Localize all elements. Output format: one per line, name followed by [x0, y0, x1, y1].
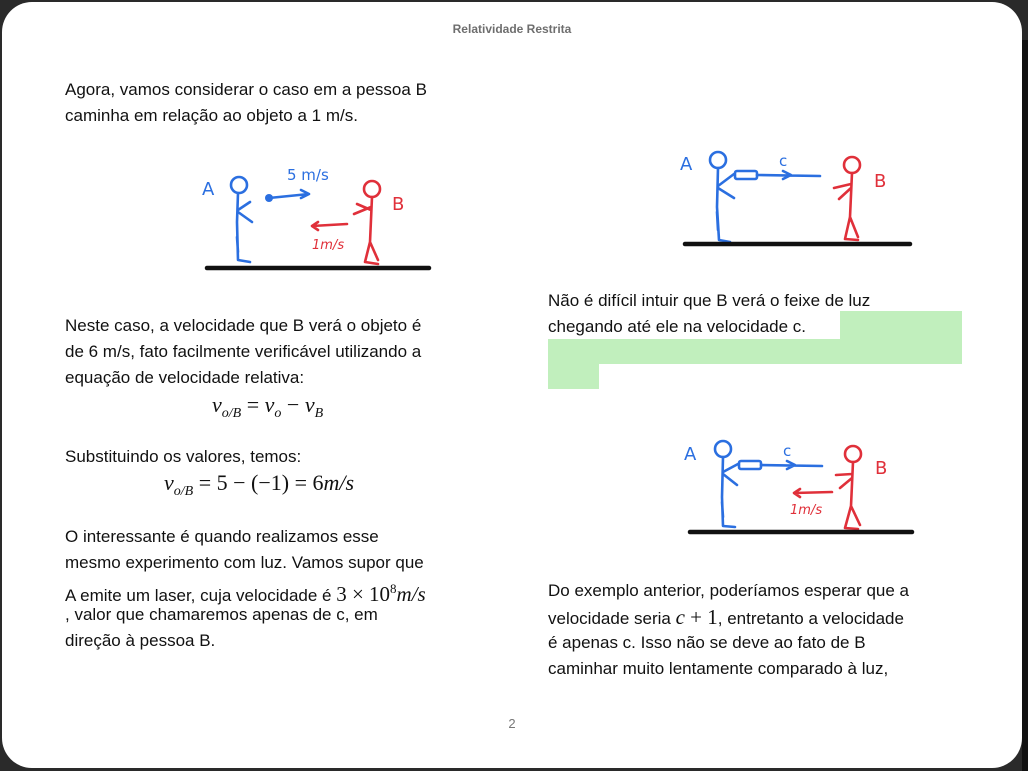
person-a-head	[231, 177, 247, 193]
speed-of-light-value: $3 \times 10^8m/s$	[336, 581, 426, 606]
para4-line-1: O interessante é quando realizamos esse	[65, 527, 379, 546]
person-a-body	[717, 168, 734, 242]
right-para1-line-2: chegando até ele na velocidade c.	[548, 317, 807, 336]
para4-line-4: , valor que chamaremos apenas de c, em	[65, 605, 378, 624]
b-arrow	[794, 489, 832, 497]
label-a: A	[680, 154, 693, 175]
laser-speed: c	[783, 442, 792, 460]
right-para1-line-1: Não é difícil intuir que B verá o feixe de luz	[548, 291, 871, 310]
laser-speed: c	[779, 152, 788, 170]
label-b: B	[875, 458, 888, 479]
right-para2-line-4: caminhar muito lentamente comparado à luz,	[548, 659, 889, 678]
laser-beam	[761, 461, 822, 469]
para4-line-3: A emite um laser, cuja velocidade é $3 \times 10^8m/s$	[65, 581, 426, 606]
intro-line-2: caminha em relação ao objeto a 1 m/s.	[65, 106, 358, 125]
document-title: Relatividade Restrita	[452, 22, 572, 36]
document-page	[2, 2, 1022, 768]
object-arrow	[269, 190, 309, 198]
laser-device	[735, 171, 757, 179]
person-b-body	[834, 173, 858, 240]
substitution-equation: $v_{o/B} = 5 - (-1) = 6m/s$	[164, 470, 355, 499]
text-highlight[interactable]	[840, 311, 962, 339]
b-speed: 1m/s	[312, 238, 345, 253]
c-plus-one: c + 1	[675, 605, 718, 629]
para2-line-3: equação de velocidade relativa:	[65, 368, 305, 387]
person-b-head	[364, 181, 380, 197]
label-a: A	[202, 179, 215, 200]
right-para2-line-3: é apenas c. Isso não se deve ao fato de B	[548, 633, 866, 652]
person-a-body	[722, 457, 738, 527]
person-b-body	[354, 197, 378, 264]
page-number: 2	[508, 716, 516, 731]
laser-beam	[757, 171, 820, 179]
intro-line-1: Agora, vamos considerar o caso em a pessoa B	[65, 80, 427, 99]
window-edge	[1022, 40, 1028, 771]
figure-object-5ms	[182, 152, 442, 277]
relative-velocity-equation: $v_{o/B} = v_o - v_B$	[212, 392, 324, 421]
label-b: B	[392, 194, 405, 215]
b-arrow	[312, 222, 347, 230]
para4-line-2: mesmo experimento com luz. Vamos supor que	[65, 553, 424, 572]
para2-line-1: Neste caso, a velocidade que B verá o objeto é	[65, 316, 422, 335]
person-a-head	[715, 441, 731, 457]
person-b-head	[845, 446, 861, 462]
figure-laser-c	[662, 142, 922, 252]
person-b-head	[844, 157, 860, 173]
object-speed: 5 m/s	[287, 166, 329, 184]
b-speed: 1m/s	[790, 503, 823, 518]
right-para2-line-2: velocidade seria c + 1, entretanto a velocidade	[548, 605, 904, 629]
laser-device	[739, 461, 761, 469]
para4-line-5: direção à pessoa B.	[65, 631, 216, 650]
person-a-head	[710, 152, 726, 168]
person-a-body	[237, 193, 252, 262]
person-b-body	[836, 462, 860, 529]
figure-laser-c-b-walking	[662, 432, 922, 542]
para3: Substituindo os valores, temos:	[65, 447, 302, 466]
label-a: A	[684, 444, 697, 465]
label-b: B	[874, 171, 887, 192]
text-highlight[interactable]	[548, 339, 962, 364]
text-highlight[interactable]	[548, 364, 599, 389]
right-para2-line-1: Do exemplo anterior, poderíamos esperar que a	[548, 581, 909, 600]
para2-line-2: de 6 m/s, fato facilmente verificável utilizando a	[65, 342, 422, 361]
